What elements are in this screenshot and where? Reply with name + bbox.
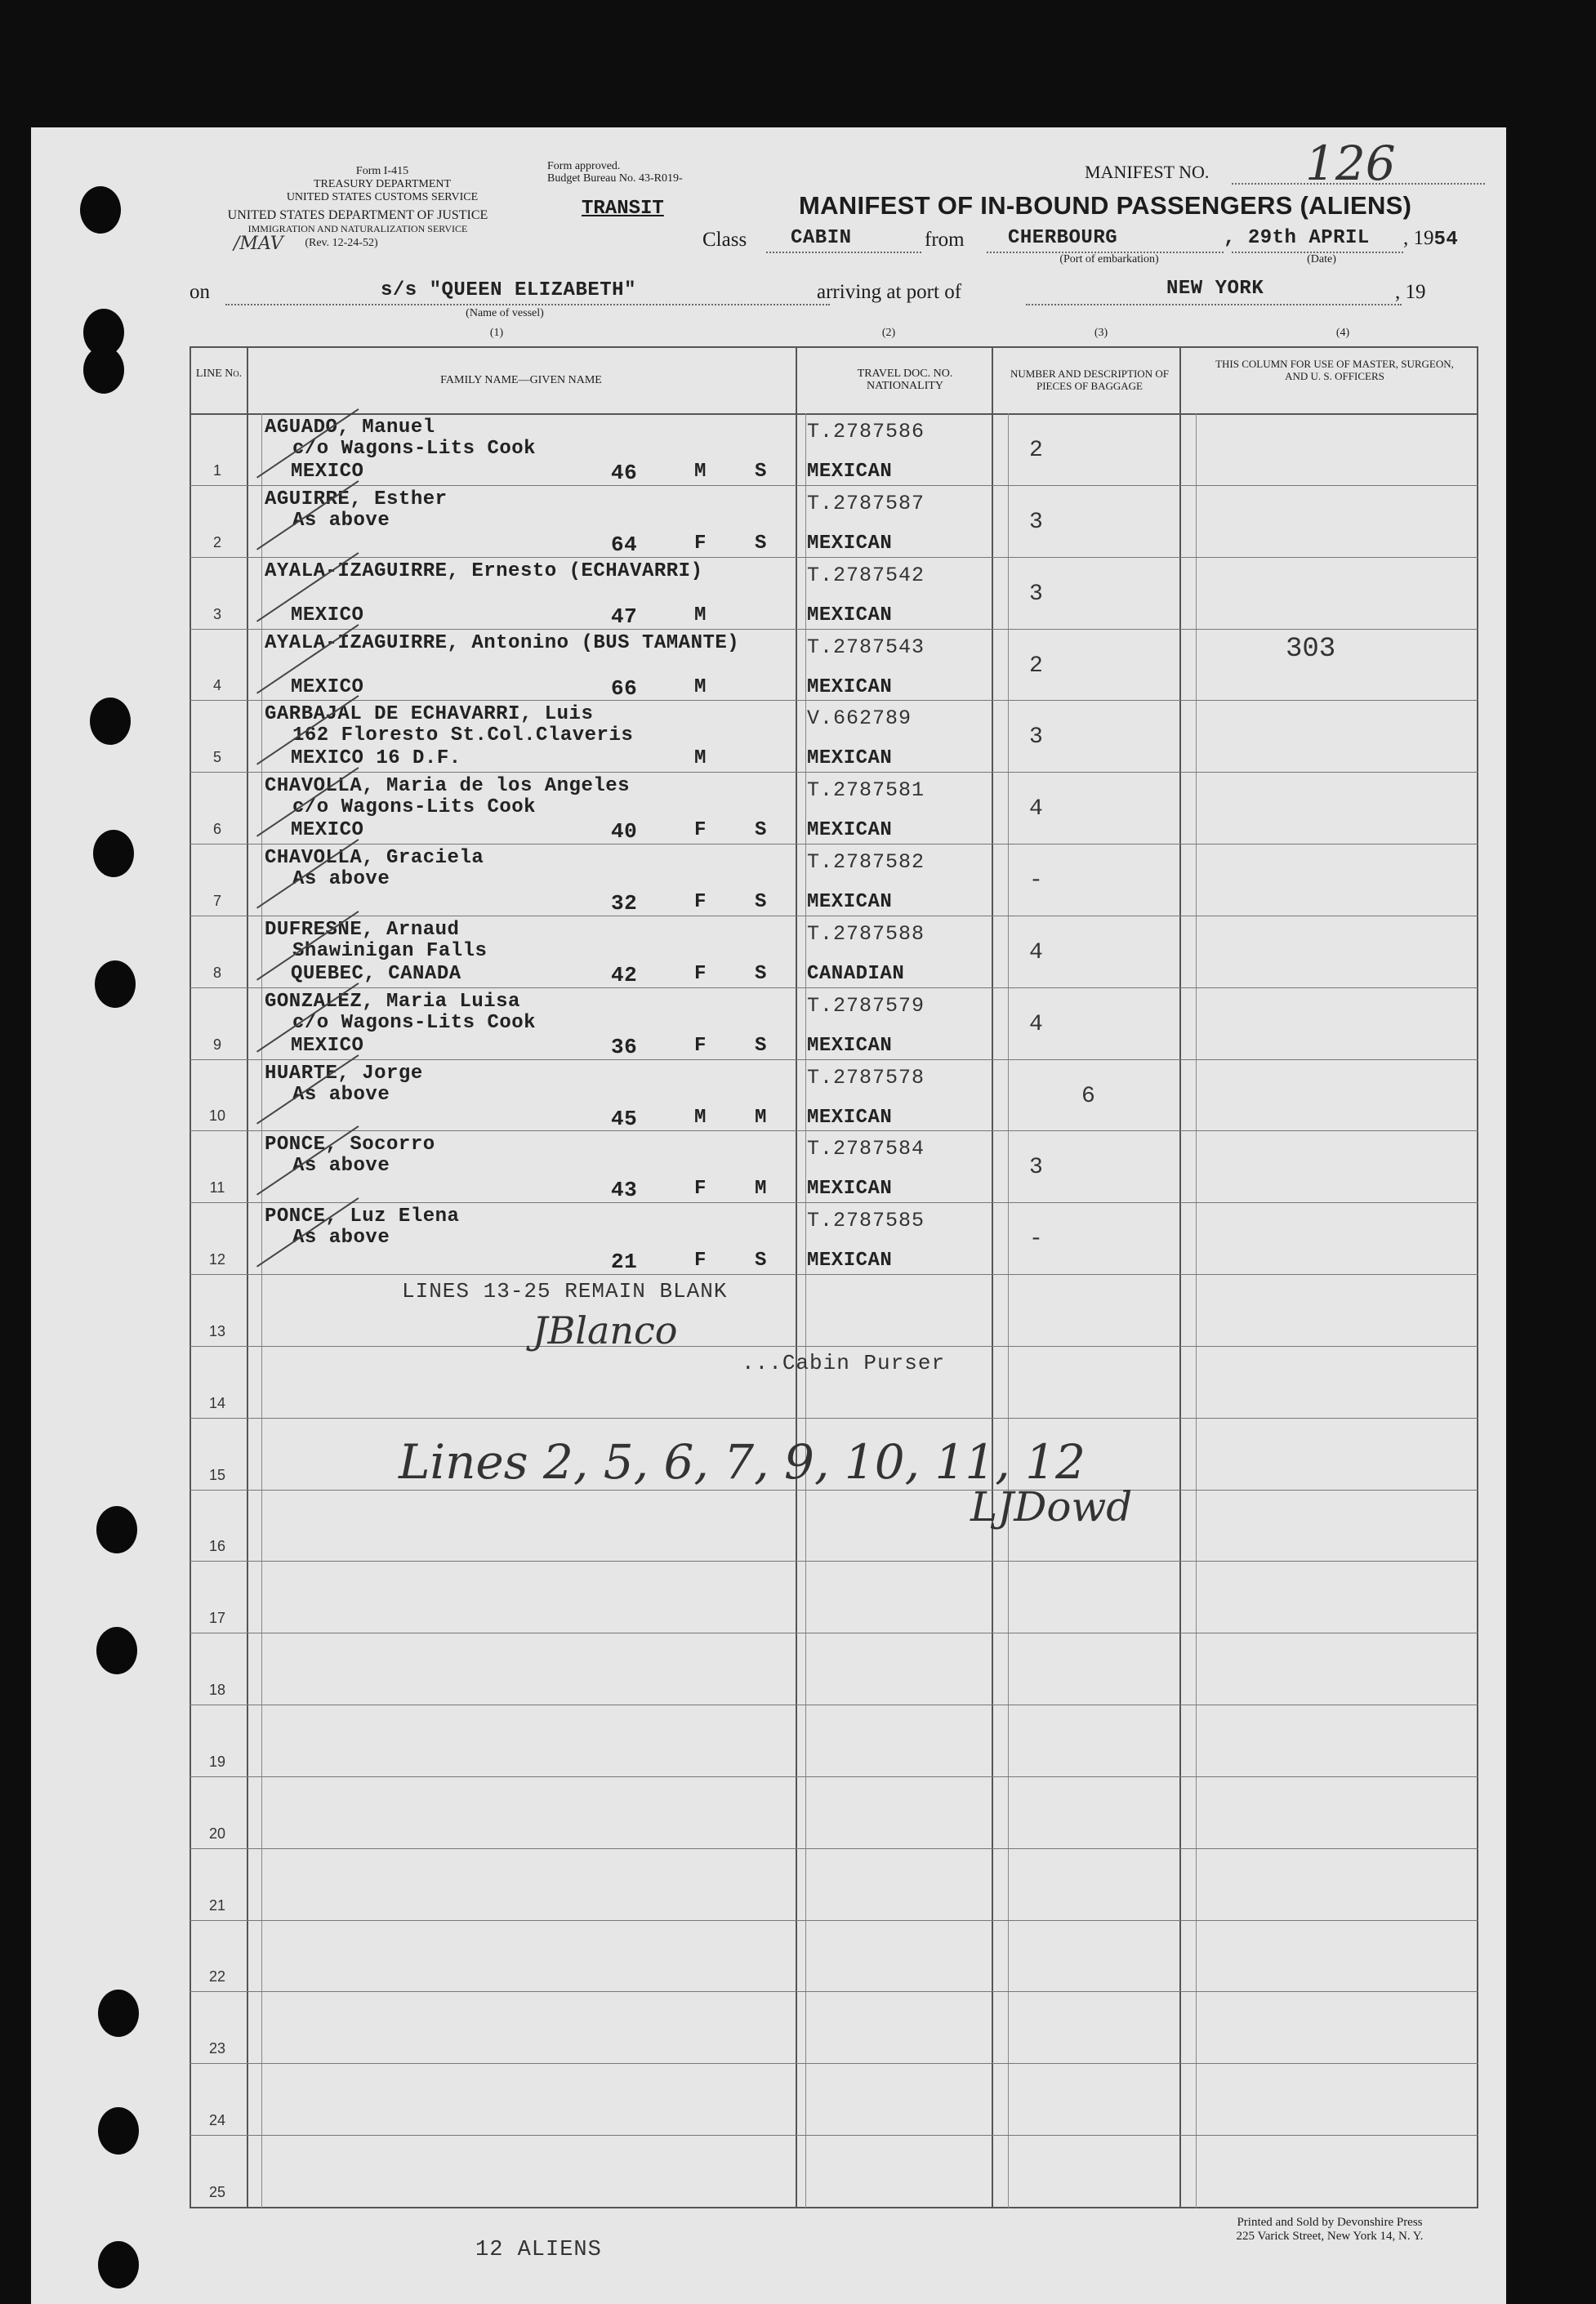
passenger-status: S [755, 1250, 767, 1272]
port-embark-label: (Port of embarkation) [1059, 253, 1159, 265]
passenger-sex: M [694, 604, 707, 626]
row-rule [189, 1130, 1478, 1131]
passenger-address: c/o Wagons-Lits Cook [292, 438, 537, 460]
punch-hole [93, 830, 134, 877]
passenger-age: 42 [611, 962, 638, 987]
passenger-name: CHAVOLLA, Graciela [265, 847, 484, 870]
col-number-2: (2) [881, 327, 896, 339]
line-number: 25 [208, 2184, 226, 2200]
date-label: (Date) [1307, 253, 1336, 265]
passenger-name: AGUIRRE, Esther [265, 488, 448, 510]
year-value: , 1954 [1403, 227, 1459, 251]
header-doc: TRAVEL DOC. NO. NATIONALITY [857, 368, 953, 392]
punch-hole [98, 2107, 139, 2155]
passenger-status: S [755, 819, 767, 842]
baggage-count: 3 [1029, 581, 1044, 607]
passenger-name: GONZALEZ, Maria Luisa [265, 990, 520, 1013]
row-rule [189, 700, 1478, 701]
passenger-country: MEXICO [291, 675, 364, 698]
baggage-count: 2 [1029, 438, 1044, 463]
form-revision: (Rev. 12-24-52) [305, 237, 378, 249]
row-rule [189, 485, 1478, 486]
row-rule [189, 2063, 1478, 2064]
passenger-name: PONCE, Luz Elena [265, 1205, 460, 1228]
passenger-address: As above [292, 868, 390, 891]
passenger-address: c/o Wagons-Lits Cook [292, 1011, 537, 1034]
passenger-sex: F [694, 1034, 707, 1057]
nationality: MEXICAN [807, 1106, 893, 1129]
passenger-name: AYALA-IZAGUIRRE, Ernesto (ECHAVARRI) [265, 559, 703, 582]
travel-doc-no: T.2787582 [807, 850, 925, 875]
row-rule [189, 1776, 1478, 1777]
line-number: 5 [212, 749, 221, 766]
nationality: MEXICAN [807, 891, 893, 914]
row-rule [189, 1346, 1478, 1347]
travel-doc-no: T.2787542 [807, 563, 925, 587]
line-number: 2 [212, 533, 221, 550]
passenger-age: 45 [611, 1106, 638, 1131]
nationality: MEXICAN [807, 819, 893, 842]
row-rule [189, 1418, 1478, 1419]
row-rule [189, 1561, 1478, 1562]
passenger-address: c/o Wagons-Lits Cook [292, 796, 537, 819]
passenger-status: S [755, 532, 767, 555]
row-rule [189, 1202, 1478, 1203]
row-rule [189, 844, 1478, 845]
passenger-sex: M [694, 675, 707, 698]
passenger-sex: F [694, 532, 707, 555]
travel-doc-no: T.2787543 [807, 635, 925, 659]
travel-doc-no: T.2787585 [807, 1209, 925, 1233]
header-baggage: NUMBER AND DESCRIPTION OF PIECES OF BAGGAGE [1010, 368, 1169, 392]
manifest-number: 126 [1305, 136, 1396, 191]
year-blank: , 19 [1395, 281, 1426, 303]
line-number: 13 [208, 1322, 226, 1339]
punch-hole [98, 2241, 139, 2288]
line-number: 18 [208, 1682, 226, 1699]
line-number: 17 [208, 1610, 226, 1627]
total-aliens: 12 ALIENS [475, 2238, 602, 2262]
passenger-name: CHAVOLLA, Maria de los Angeles [265, 775, 631, 798]
purser-label: ...Cabin Purser [742, 1351, 946, 1375]
row-rule [189, 1274, 1478, 1275]
row-rule [189, 772, 1478, 773]
col-number-4: (4) [1335, 327, 1350, 339]
purser-signature: JBlanco [533, 1308, 678, 1353]
passenger-sex: M [694, 1106, 707, 1129]
passenger-age: 32 [611, 891, 638, 916]
passenger-name: AYALA-IZAGUIRRE, Antonino (BUS TAMANTE) [265, 631, 740, 654]
line-number: 8 [212, 964, 221, 981]
class-label: Class [702, 229, 747, 251]
row-rule [189, 629, 1478, 630]
baggage-count: 2 [1029, 653, 1044, 679]
remain-blank-note: LINES 13-25 REMAIN BLANK [402, 1279, 728, 1304]
punch-hole [80, 186, 121, 234]
baggage-count: - [1029, 868, 1044, 894]
form-approved: Form approved. [547, 160, 621, 172]
arriving-label: arriving at port of [817, 281, 962, 303]
passenger-sex: F [694, 962, 707, 985]
punch-hole [96, 1506, 137, 1553]
baggage-count: 4 [1029, 1011, 1044, 1037]
baggage-count: 3 [1029, 509, 1044, 535]
port-value: NEW YORK [1166, 278, 1264, 300]
travel-doc-no: V.662789 [807, 706, 912, 731]
line-number: 6 [212, 821, 221, 838]
nationality: MEXICAN [807, 461, 893, 483]
class-value: CABIN [791, 227, 852, 249]
line-number: 10 [208, 1107, 226, 1125]
vessel-dots [225, 304, 830, 305]
passenger-age: 43 [611, 1178, 638, 1203]
line-number: 20 [208, 1825, 226, 1842]
dept-customs: UNITED STATES CUSTOMS SERVICE [286, 191, 479, 203]
line-number: 4 [212, 677, 221, 694]
manifest-sheet [31, 127, 1506, 2304]
row-rule [189, 1848, 1478, 1849]
passenger-country: MEXICO [291, 461, 364, 483]
travel-doc-no: T.2787586 [807, 420, 925, 443]
nationality: MEXICAN [807, 1034, 893, 1057]
line-number: 14 [208, 1394, 226, 1411]
baggage-count: 4 [1029, 939, 1044, 965]
baggage-count: 3 [1029, 724, 1044, 751]
officer-signature: LJDowd [970, 1483, 1133, 1531]
travel-doc-no: T.2787578 [807, 1065, 925, 1090]
passenger-name: AGUADO, Manuel [265, 417, 435, 439]
passenger-age: 47 [611, 604, 638, 629]
punch-hole [95, 960, 136, 1008]
from-value: CHERBOURG [1008, 227, 1118, 249]
punch-hole [96, 1627, 137, 1674]
line-number: 24 [208, 2112, 226, 2129]
from-label: from [925, 229, 965, 251]
officer-note: 303 [1286, 634, 1336, 665]
header-line-no: LINE No. [195, 368, 243, 380]
manifest-label: MANIFEST NO. [1085, 162, 1210, 182]
passenger-name: HUARTE, Jorge [265, 1062, 423, 1085]
passenger-sex: F [694, 1178, 707, 1201]
vessel-label: (Name of vessel) [466, 307, 544, 319]
row-rule [189, 557, 1478, 558]
transit-label: TRANSIT [582, 198, 664, 220]
col-number-1: (1) [489, 327, 504, 339]
passenger-age: 66 [611, 675, 638, 701]
nationality: CANADIAN [807, 962, 905, 985]
passenger-country: MEXICO 16 D.F. [291, 747, 461, 770]
passenger-address: As above [292, 1155, 390, 1178]
passenger-age: 64 [611, 532, 638, 557]
line-number: 3 [212, 605, 221, 622]
passenger-name: DUFRESNE, Arnaud [265, 918, 460, 941]
on-label: on [189, 281, 210, 303]
vessel-value: s/s "QUEEN ELIZABETH" [381, 279, 636, 301]
line-number: 21 [208, 1896, 226, 1914]
passenger-age: 21 [611, 1250, 638, 1275]
line-number: 23 [208, 2040, 226, 2057]
dept-justice: UNITED STATES DEPARTMENT OF JUSTICE [227, 208, 488, 222]
row-rule [189, 1991, 1478, 1992]
nationality: MEXICAN [807, 675, 893, 698]
travel-doc-no: T.2787584 [807, 1137, 925, 1161]
row-rule [189, 1920, 1478, 1921]
header-officer-use: THIS COLUMN FOR USE OF MASTER, SURGEON, AND U. S. OFFICERS [1215, 358, 1454, 382]
passenger-sex: F [694, 1250, 707, 1272]
budget-bureau: Budget Bureau No. 43-R019- [547, 172, 683, 185]
passenger-name: GARBAJAL DE ECHAVARRI, Luis [265, 703, 594, 726]
nationality: MEXICAN [807, 604, 893, 626]
dept-treasury: TREASURY DEPARTMENT [313, 178, 452, 190]
passenger-country: MEXICO [291, 1034, 364, 1057]
punch-hole [90, 697, 131, 745]
printer-line-1: Printed and Sold by Devonshire Press [1237, 2216, 1423, 2229]
handwritten-lines-note: Lines 2, 5, 6, 7, 9, 10, 11, 12 [399, 1434, 1086, 1490]
passenger-sex: M [694, 461, 707, 483]
class-dots [766, 252, 921, 253]
passenger-age: 46 [611, 461, 638, 485]
printer-line-2: 225 Varick Street, New York 14, N. Y. [1236, 2230, 1424, 2243]
passenger-status: M [755, 1106, 767, 1129]
passenger-status: S [755, 962, 767, 985]
line-number: 19 [208, 1753, 226, 1770]
travel-doc-no: T.2787587 [807, 491, 925, 515]
row-rule [189, 987, 1478, 988]
passenger-address: As above [292, 509, 390, 532]
passenger-country: QUEBEC, CANADA [291, 962, 461, 985]
line-number: 15 [208, 1466, 226, 1483]
passenger-sex: F [694, 891, 707, 914]
passenger-address: Shawinigan Falls [292, 939, 488, 962]
travel-doc-no: T.2787579 [807, 993, 925, 1018]
line-number: 12 [208, 1251, 226, 1268]
line-number: 1 [212, 461, 221, 479]
line-number: 9 [212, 1036, 221, 1053]
passenger-name: PONCE, Socorro [265, 1134, 435, 1156]
form-number: Form I-415 [355, 165, 409, 177]
line-number: 16 [208, 1538, 226, 1555]
passenger-age: 36 [611, 1034, 638, 1059]
passenger-address: As above [292, 1083, 390, 1106]
col-number-3: (3) [1094, 327, 1108, 339]
baggage-count: - [1029, 1227, 1044, 1253]
passenger-status: S [755, 1034, 767, 1057]
rev-prefix: /MAV [234, 234, 283, 254]
passenger-age: 40 [611, 819, 638, 845]
travel-doc-no: T.2787581 [807, 778, 925, 803]
line-number: 11 [209, 1179, 225, 1197]
row-rule [189, 1059, 1478, 1060]
dept-immigration: IMMIGRATION AND NATURALIZATION SERVICE [247, 223, 468, 234]
passenger-sex: F [694, 819, 707, 842]
passenger-country: MEXICO [291, 604, 364, 626]
passenger-address: 162 Floresto St.Col.Claveris [292, 724, 634, 747]
date-value: , 29th APRIL [1224, 227, 1370, 249]
nationality: MEXICAN [807, 1178, 893, 1201]
baggage-count: 4 [1029, 796, 1044, 822]
line-number: 7 [212, 892, 221, 909]
header-name: FAMILY NAME—GIVEN NAME [440, 374, 602, 386]
port-dots [1026, 304, 1402, 305]
manifest-title: MANIFEST OF IN-BOUND PASSENGERS (ALIENS) [799, 191, 1412, 220]
nationality: MEXICAN [807, 747, 893, 770]
passenger-status: M [755, 1178, 767, 1201]
passenger-status: S [755, 891, 767, 914]
passenger-country: MEXICO [291, 819, 364, 842]
nationality: MEXICAN [807, 532, 893, 555]
nationality: MEXICAN [807, 1250, 893, 1272]
baggage-count: 3 [1029, 1155, 1044, 1181]
row-rule [189, 2135, 1478, 2136]
punch-hole [83, 346, 124, 394]
travel-doc-no: T.2787588 [807, 921, 925, 946]
passenger-status: S [755, 461, 767, 483]
passenger-address: As above [292, 1227, 390, 1250]
line-number: 22 [208, 1968, 226, 1985]
punch-hole [98, 1990, 139, 2037]
passenger-sex: M [694, 747, 707, 770]
baggage-count: 6 [1081, 1083, 1096, 1109]
